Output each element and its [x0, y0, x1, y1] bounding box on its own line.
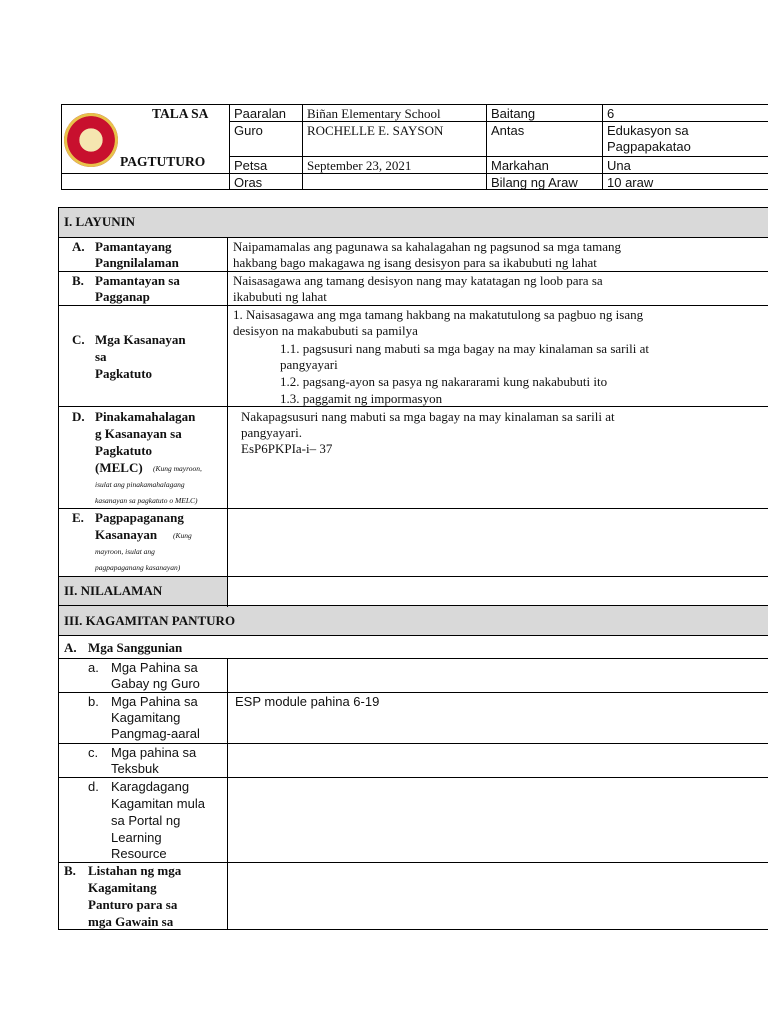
row-c-letter: C. — [72, 332, 85, 347]
row-e-note: pagpapaganang kasanayan) — [95, 563, 181, 572]
row-d-note: (Kung mayroon, — [153, 464, 202, 473]
item-d-label: Resource — [111, 846, 167, 861]
section-kagamitan: III. KAGAMITAN PANTURO — [64, 613, 236, 628]
listahan-label: Kagamitang — [88, 880, 157, 895]
paaralan-label: Paaralan — [234, 106, 287, 121]
item-b-value: ESP module pahina 6-19 — [235, 694, 380, 709]
row-d-code: EsP6PKPIa-i– 37 — [241, 441, 333, 456]
row-divider — [58, 576, 768, 577]
section-nilalaman: II. NILALAMAN — [64, 583, 163, 598]
sanggunian-letter: A. — [64, 640, 77, 655]
row-c-subitem: pangyayari — [280, 357, 338, 372]
row-d-text: pangyayari. — [241, 425, 303, 440]
row-divider — [58, 508, 768, 509]
row-divider — [58, 635, 768, 636]
section-header-bg — [59, 208, 768, 237]
baitang-value: 6 — [607, 106, 615, 121]
row-c-subitem: 1.2. pagsang-ayon sa pasya ng nakararami kung nakabubuti ito — [280, 374, 608, 389]
row-d-note: isulat ang pinakamahalagang — [95, 480, 185, 489]
item-b-label: Kagamitang — [111, 710, 181, 725]
row-divider — [58, 692, 768, 693]
row-divider — [58, 605, 768, 606]
row-a-letter: A. — [72, 239, 85, 254]
row-e-letter: E. — [72, 510, 84, 525]
row-a-label: Pamantayang — [95, 239, 172, 254]
row-a-text: Naipamamalas ang pagunawa sa kahalagahan ng pagsunod sa mga tamang — [233, 239, 622, 254]
baitang-label: Baitang — [491, 106, 536, 121]
header-divider — [229, 104, 230, 190]
row-divider — [58, 271, 768, 272]
antas-value-2: Pagpapakatao — [607, 139, 691, 154]
petsa-value: September 23, 2021 — [307, 158, 412, 173]
row-c-text: 1. Naisasagawa ang mga tamang hakbang na makatutulong sa pagbuo ng isang — [233, 307, 644, 322]
row-b-label: Pamantayan sa — [95, 273, 180, 288]
paaralan-value: Biñan Elementary School — [307, 106, 441, 121]
item-d-label: Learning — [111, 830, 162, 845]
petsa-label: Petsa — [234, 158, 268, 173]
item-b-label: Mga Pahina sa — [111, 694, 198, 709]
row-divider — [58, 305, 768, 306]
row-b-label: Pagganap — [95, 289, 150, 304]
listahan-label: Listahan ng mga — [88, 863, 182, 878]
row-divider — [58, 743, 768, 744]
row-c-text: desisyon na makabubuti sa pamilya — [233, 323, 418, 338]
row-divider — [58, 237, 768, 238]
row-e-label: Pagpapaganang — [95, 510, 184, 525]
header-divider — [302, 104, 303, 190]
header-divider — [61, 173, 768, 174]
header-divider — [229, 121, 768, 122]
item-c-label: Mga pahina sa — [111, 745, 197, 760]
sanggunian-title: Mga Sanggunian — [88, 640, 183, 655]
bilang-value: 10 araw — [607, 175, 654, 190]
header-divider — [602, 104, 603, 190]
section-layunin: I. LAYUNIN — [64, 214, 136, 229]
item-d-label: Karagdagang — [111, 779, 190, 794]
row-d-label: (MELC) — [95, 460, 143, 475]
listahan-label: Panturo para sa — [88, 897, 178, 912]
oras-label: Oras — [234, 175, 263, 190]
row-a-text: hakbang bago makagawa ng isang desisyon para sa ikabubuti ng lahat — [233, 255, 597, 270]
doc-title-line2: PAGTUTURO — [120, 154, 206, 169]
listahan-letter: B. — [64, 863, 76, 878]
column-divider — [227, 237, 228, 607]
markahan-label: Markahan — [491, 158, 549, 173]
row-divider — [58, 658, 768, 659]
row-c-subitem: 1.1. pagsusuri nang mabuti sa mga bagay na may kinalaman sa sarili at — [280, 341, 649, 356]
item-d-label: Kagamitan mula — [111, 796, 205, 811]
doc-title-line1: TALA SA — [152, 106, 209, 121]
item-c-letter: c. — [88, 745, 99, 760]
row-d-letter: D. — [72, 409, 85, 424]
row-e-label: Kasanayan — [95, 527, 158, 542]
row-d-note: kasanayan sa pagkatuto o MELC) — [95, 496, 198, 505]
guro-value: ROCHELLE E. SAYSON — [307, 123, 444, 138]
item-b-label: Pangmag-aaral — [111, 726, 200, 741]
row-d-label: Pagkatuto — [95, 443, 153, 458]
row-b-text: ikabubuti ng lahat — [233, 289, 327, 304]
item-a-label: Mga Pahina sa — [111, 660, 198, 675]
item-d-label: sa Portal ng — [111, 813, 181, 828]
row-c-subitem: 1.3. paggamit ng impormasyon — [280, 391, 443, 406]
column-divider — [227, 658, 228, 930]
row-a-label: Pangnilalaman — [95, 255, 179, 270]
row-d-text: Nakapagsusuri nang mabuti sa mga bagay na may kinalaman sa sarili at — [241, 409, 615, 424]
school-seal-logo — [64, 113, 118, 167]
row-d-label: g Kasanayan sa — [95, 426, 182, 441]
header-divider — [229, 156, 768, 157]
item-c-label: Teksbuk — [111, 761, 159, 776]
item-a-letter: a. — [88, 660, 99, 675]
item-d-letter: d. — [88, 779, 99, 794]
markahan-value: Una — [607, 158, 631, 173]
listahan-label: mga Gawain sa — [88, 914, 174, 929]
row-b-text: Naisasagawa ang tamang desisyon nang may katatagan ng loob para sa — [233, 273, 603, 288]
row-e-note: mayroon, isulat ang — [95, 547, 155, 556]
header-divider — [486, 104, 487, 190]
row-divider — [58, 777, 768, 778]
item-b-letter: b. — [88, 694, 99, 709]
row-b-letter: B. — [72, 273, 84, 288]
row-c-label: Mga Kasanayan — [95, 332, 186, 347]
row-d-label: Pinakamahalagan — [95, 409, 196, 424]
bilang-label: Bilang ng Araw — [491, 175, 578, 190]
row-c-label: Pagkatuto — [95, 366, 153, 381]
item-a-label: Gabay ng Guro — [111, 676, 200, 691]
antas-label: Antas — [491, 123, 525, 138]
row-e-note: (Kung — [173, 531, 192, 540]
antas-value-1: Edukasyon sa — [607, 123, 689, 138]
guro-label: Guro — [234, 123, 263, 138]
row-c-label: sa — [95, 349, 107, 364]
